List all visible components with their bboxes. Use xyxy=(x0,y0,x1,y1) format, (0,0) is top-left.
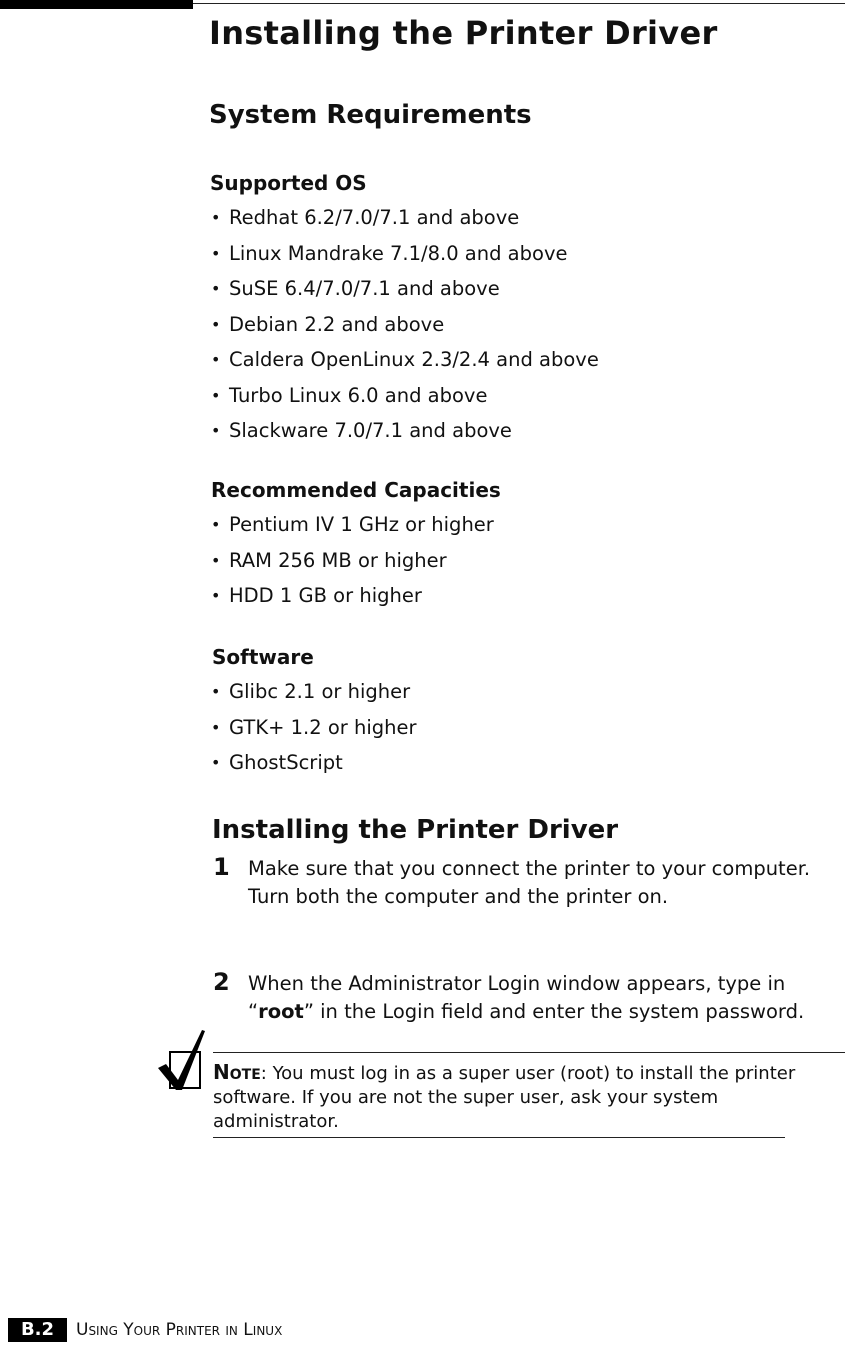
list-item: • HDD 1 GB or higher xyxy=(209,582,494,618)
list-item: • RAM 256 MB or higher xyxy=(209,547,494,583)
step-text-line: When the Administrator Login window appears, type in xyxy=(248,972,786,995)
note-colon: : xyxy=(260,1063,267,1084)
root-keyword: root xyxy=(258,1000,304,1023)
note-rule-bottom xyxy=(213,1137,785,1138)
header-bar xyxy=(0,0,193,9)
page-title: Installing the Printer Driver xyxy=(209,14,718,52)
footer-chapter-title: Using Your Printer in Linux xyxy=(76,1320,283,1340)
list-item: • Slackware 7.0/7.1 and above xyxy=(209,417,599,453)
step-number: 2 xyxy=(213,968,230,996)
step-number: 1 xyxy=(213,853,230,881)
note-rule-top xyxy=(213,1052,845,1053)
list-item: • Linux Mandrake 7.1/8.0 and above xyxy=(209,240,599,276)
subheading-software: Software xyxy=(212,645,314,669)
step-1 xyxy=(213,853,843,913)
note xyxy=(213,1060,843,1134)
section-title-system-requirements: System Requirements xyxy=(209,100,532,130)
list-item: • GTK+ 1.2 or higher xyxy=(209,714,417,750)
step-text xyxy=(248,855,810,911)
header-rule xyxy=(193,3,845,4)
page-number-badge: B.2 xyxy=(8,1318,67,1342)
recommended-capacities-list xyxy=(209,511,494,618)
software-list xyxy=(209,678,417,785)
list-item: • Debian 2.2 and above xyxy=(209,311,599,347)
step-text-line xyxy=(248,998,804,1026)
note-label: Note xyxy=(213,1060,261,1084)
list-item: • Glibc 2.1 or higher xyxy=(209,678,417,714)
step-text-line: Turn both the computer and the printer on. xyxy=(248,885,669,908)
step-2 xyxy=(213,968,843,1028)
step-text-line: Make sure that you connect the printer to your computer. xyxy=(248,857,811,880)
list-item: • GhostScript xyxy=(209,749,417,785)
note-text: You must log in as a super user (root) to install the printer software. If you are not the super user, ask your system administrator. xyxy=(213,1063,796,1132)
quote-open: “ xyxy=(248,1000,259,1023)
step-text-rest: ” in the Login field and enter the system password. xyxy=(303,1000,805,1023)
checkmark-note-icon xyxy=(156,1026,214,1096)
step-text xyxy=(248,970,804,1026)
section-title-installing: Installing the Printer Driver xyxy=(212,815,619,845)
list-item: • Turbo Linux 6.0 and above xyxy=(209,382,599,418)
list-item: • SuSE 6.4/7.0/7.1 and above xyxy=(209,275,599,311)
list-item: • Pentium IV 1 GHz or higher xyxy=(209,511,494,547)
list-item: • Caldera OpenLinux 2.3/2.4 and above xyxy=(209,346,599,382)
subheading-recommended-capacities: Recommended Capacities xyxy=(211,478,501,502)
supported-os-list xyxy=(209,204,599,453)
list-item: • Redhat 6.2/7.0/7.1 and above xyxy=(209,204,599,240)
subheading-supported-os: Supported OS xyxy=(210,171,367,195)
